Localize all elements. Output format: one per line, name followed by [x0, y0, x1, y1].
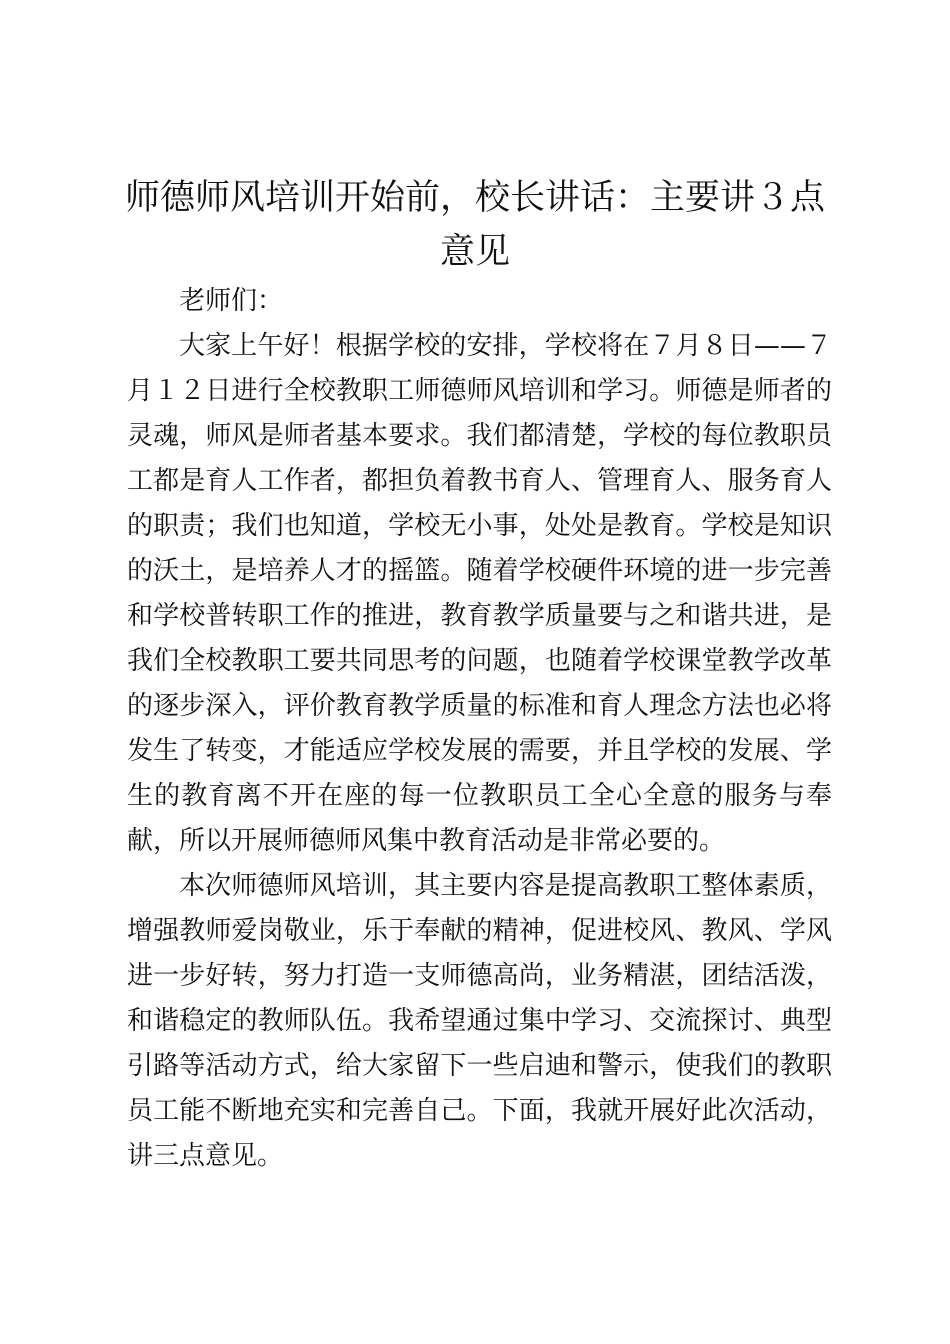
paragraph: 大家上午好！根据学校的安排，学校将在７月８日——７月１２日进行全校教职工师德师风培训和学习。师德是师者的灵魂，师风是师者基本要求。我们都清楚，学校的每位教职员工都是育人工作者，都担负着教书育人、管理育人、服务育人的职责；我们也知道，学校无小事，处处是教育。学校是知识的沃土，是培养人才的摇篮。随着学校硬件环境的进一步完善和学校普转职工作的推进，教育教学质量要与之和谐共进，是我们全校教职工要共同思考的问题，也随着学校课堂教学改革的逐步深入，评价教育教学质量的标准和育人理念方法也必将发生了转变，才能适应学校发展的需要，并且学校的发展、学生的教育离不开在座的每一位教职员工全心全意的服务与奉献，所以开展师德师风集中教育活动是非常必要的。 [127, 331, 832, 856]
paragraph: 本次师德师风培训，其主要内容是提高教职工整体素质，增强教师爱岗敬业，乐于奉献的精神，促进校风、教风、学风进一步好转，努力打造一支师德高尚，业务精湛，团结活泼，和谐稳定的教师队伍。我希望通过集中学习、交流探讨、典型引路等活动方式，给大家留下一些启迪和警示，使我们的教职员工能不断地充实和完善自己。下面，我就开展好此次活动，讲三点意见。 [127, 871, 832, 1171]
document-title: 师德师风培训开始前，校长讲话：主要讲３点意见 [124, 178, 825, 272]
document-body [127, 279, 832, 1179]
salutation: 老师们： [179, 286, 284, 316]
